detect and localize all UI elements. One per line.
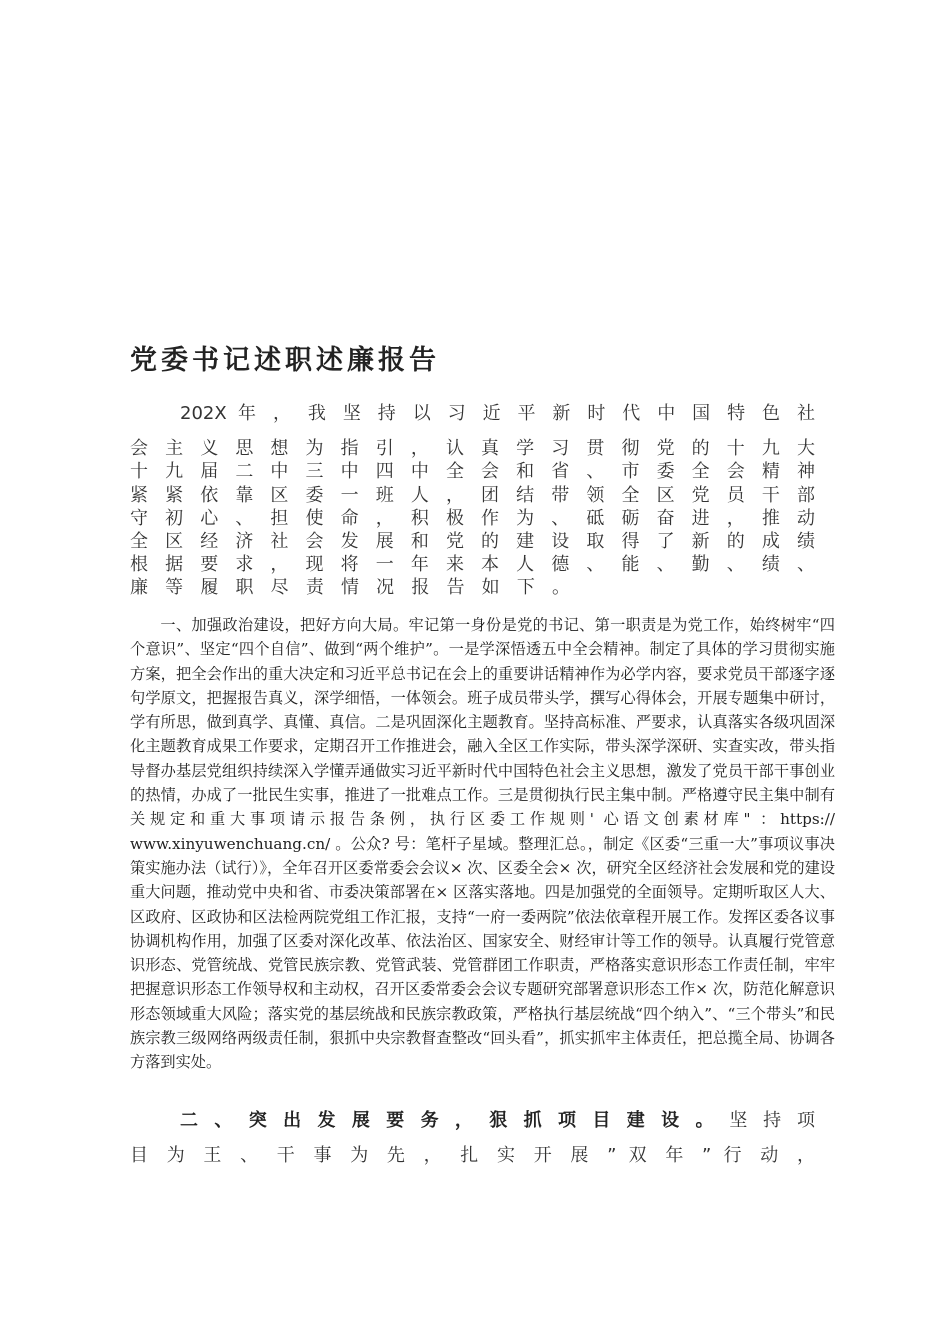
intro-line-5: 守 初 心 、 担 使 命 ， 积 极 作 为 、 砥 砺 奋 进 ， 推 动 (130, 508, 815, 529)
document-title: 党委书记述职述廉报告 (130, 345, 440, 376)
intro-line-2: 会 主 义 思 想 为 指 引 ， 认 真 学 习 贯 彻 党 的 十 九 大 (130, 438, 815, 459)
section-2-heading-line (180, 1106, 815, 1132)
intro-line-1: 202X 年 ， 我 坚 持 以 习 近 平 新 时 代 中 国 特 色 社 (180, 403, 815, 424)
intro-line-7: 根 据 要 求 ， 现 将 一 年 来 本 人 德 、 能 、 勤 、 绩 、 (130, 554, 815, 575)
intro-line-3: 十 九 届 二 中 三 中 四 中 全 会 和 省 、 市 委 全 会 精 神 (130, 461, 815, 482)
section-2-heading: 二 、 突 出 发 展 要 务 ， 狠 抓 项 目 建 设 。 (180, 1110, 719, 1131)
intro-line-6: 全 区 经 济 社 会 发 展 和 党 的 建 设 取 得 了 新 的 成 绩 (130, 531, 815, 552)
section-2-text-start: 坚 持 项 (729, 1110, 815, 1131)
section-1-paragraph: 一、加强政治建设，把好方向大局。牢记第一身份是党的书记、第一职责是为党工作，始终树牢“四个意识”、坚定“四个自信”、做到“两个维护”。一是学深悟透五中全会精神。制定了具体的学习贯彻实施方案，把全会作出的重大决定和习近平总书记在会上的重要讲话精神作为必学内容，要求党员干部逐字逐句学原文，把握报告真义，深学细悟，一体领会。班子成员带头学，撰写心得体会，开展专题集中研讨，学有所思，做到真学、真懂、真信。二是巩固深化主题教育。坚持高标准、严要求，认真落实各级巩固深化主题教育成果工作要求，定期召开工作推进会，融入全区工作实际，带头深学深研、实查实改，带头指导督办基层党组织持续深入学懂弄通做实习近平新时代中国特色社会主义思想，激发了党员干部干事创业的热情，办成了一批民生实事，推进了一批难点工作。三是贯彻执行民主集中制。严格遵守民主集中制有关规定和重大事项请示报告条例，执行区委工作规则' 心语文创素材库" ：https:// www.xinyuwenchuang.cn/ 。公众? 号：笔杆子星域。整理汇总。，制定《区委“三重一大”事项议事决策实施办法（试行）》，全年召开区委常委会会议× 次、区委全会× 次，研究全区经济社会发展和党的建设重大问题，推动党中央和省、市委决策部署在× 区落实落地。四是加强党的全面领导。定期听取区人大、区政府、区政协和区法检两院党组工作汇报，支持“一府一委两院”依法依章程开展工作。发挥区委各议事协调机构作用，加强了区委对深化改革、依法治区、国家安全、财经审计等工作的领导。认真履行党管意识形态、党管统战、党管民族宗教、党管武装、党管群团工作职责，严格落实意识形态工作责任制，牢牢把握意识形态工作领导权和主动权，召开区委常委会会议专题研究部署意识形态工作× 次，防范化解意识形态领域重大风险；落实党的基层统战和民族宗教政策，严格执行基层统战“四个纳入”、“三个带头”和民族宗教三级网络两级责任制，狠抓中央宗教督查整改“回头看”，抓实抓牢主体责任，把总揽全局、协调各方落到实处。 (130, 616, 835, 1072)
section-2-line-2: 目 为 王 、 干 事 为 先 ， 扎 实 开 展 ” 双 年 ” 行 动 ， (130, 1145, 815, 1166)
intro-line-8: 廉 等 履 职 尽 责 情 况 报 告 如 下 。 (130, 577, 570, 598)
intro-line-4: 紧 紧 依 靠 区 委 一 班 人 ， 团 结 带 领 全 区 党 员 干 部 (130, 485, 815, 506)
section-1-body (130, 613, 835, 1075)
